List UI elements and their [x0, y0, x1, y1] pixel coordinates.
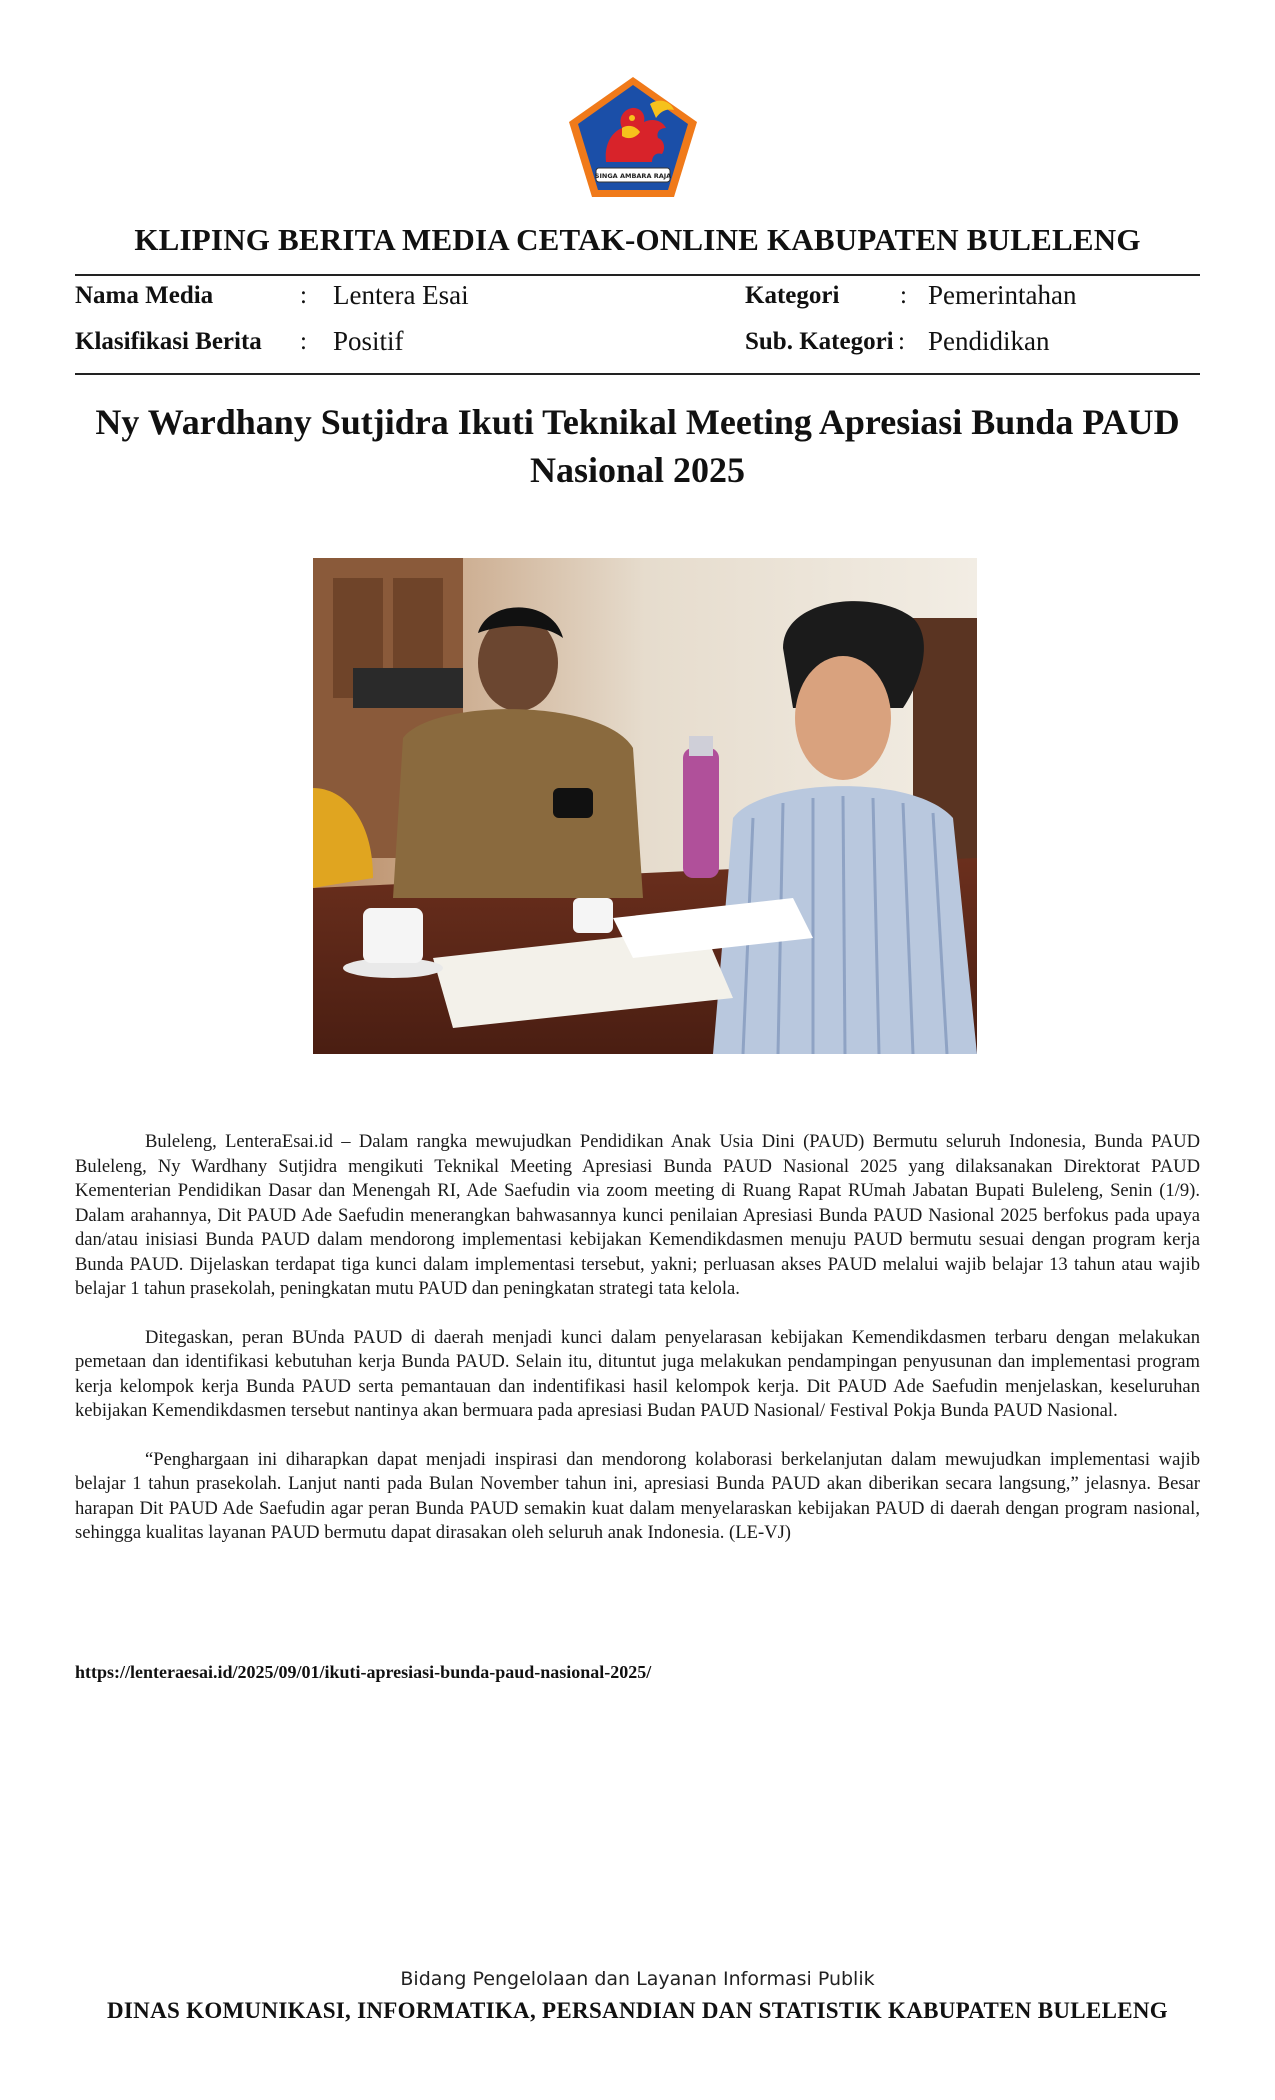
source-url-link[interactable]: https://lenteraesai.id/2025/09/01/ikuti-apresiasi-bunda-paud-nasional-2025/	[75, 1662, 652, 1682]
article-headline: Ny Wardhany Sutjidra Ikuti Teknikal Meeting Apresiasi Bunda PAUD Nasional 2025	[95, 402, 1180, 490]
meeting-photo-icon	[313, 558, 977, 1054]
seal-icon	[566, 74, 700, 200]
article-paragraph-2: Ditegaskan, peran BUnda PAUD di daerah menjadi kunci dalam penyelarasan kebijakan Kemendikdasmen terbaru dengan melakukan pemetaan dan identifikasi kebutuhan kerja Bunda PAUD. Selain itu, dituntut juga melakukan pendampingan penyusunan dan implementasi program kerja kelompok kerja Bunda PAUD serta pemantauan dan indentifikasi hasil kelompok kerja. Dit PAUD Ade Saefudin menjelaskan, keseluruhan kebijakan Kemendikdasmen tersebut nantinya akan bermuara pada apresiasi Budan PAUD Nasional/ Festival Pokja Bunda PAUD Nasional.	[75, 1326, 1200, 1421]
classification-label: Klasifikasi Berita	[75, 328, 262, 355]
media-name-label: Nama Media	[75, 282, 214, 309]
subcategory-value: Pendidikan	[928, 326, 1050, 356]
media-name-value: Lentera Esai	[333, 280, 469, 310]
article-paragraph-1: Buleleng, LenteraEsai.id – Dalam rangka mewujudkan Pendidikan Anak Usia Dini (PAUD) Bermutu seluruh Indonesia, Bunda PAUD Buleleng, Ny Wardhany Sutjidra mengikuti Teknikal Meeting Apresiasi Bunda PAUD Nasional 2025 yang dilaksanakan Direktorat PAUD Kementerian Pendidikan Dasar dan Menengah RI, Ade Saefudin via zoom meeting di Ruang Rapat RUmah Jabatan Bupati Buleleng, Senin (1/9). Dalam arahannya, Dit PAUD Ade Saefudin menerangkan bahwasannya kunci penilaian Apresiasi Bunda PAUD Nasional 2025 berfokus pada upaya dan/atau inisiasi Bunda PAUD dalam mendorong implementasi kebijakan Kemendikdasmen menuju PAUD bermutu sesuai dengan program kerja Bunda PAUD. Dijelaskan terdapat tiga kunci dalam implementasi tersebut, yakni; perluasan akses PAUD melalui wajib belajar 13 tahun atau wajib belajar 1 tahun prasekolah, peningkatan mutu PAUD dan peningkatan strategi tata kelola.	[75, 1131, 1200, 1299]
category-value: Pemerintahan	[928, 280, 1077, 310]
media-name-colon: :	[300, 282, 307, 309]
svg-text:SINGA AMBARA RAJA: SINGA AMBARA RAJA	[594, 172, 672, 180]
category-colon: :	[900, 282, 907, 309]
header-divider-bottom	[75, 373, 1200, 375]
article-photo	[313, 558, 977, 1054]
footer-division: Bidang Pengelolaan dan Layanan Informasi Publik	[400, 1968, 875, 1990]
subcategory-label: Sub. Kategori	[745, 328, 894, 355]
classification-colon: :	[300, 328, 307, 355]
footer-agency: DINAS KOMUNIKASI, INFORMATIKA, PERSANDIAN DAN STATISTIK KABUPATEN BULELENG	[107, 1998, 1168, 2023]
header-divider-top	[75, 274, 1200, 276]
buleleng-seal-logo	[566, 74, 700, 200]
clipping-header-title: KLIPING BERITA MEDIA CETAK-ONLINE KABUPATEN BULELENG	[134, 222, 1141, 257]
article-paragraph-3: “Penghargaan ini diharapkan dapat menjadi inspirasi dan mendorong kolaborasi berkelanjutan dalam mewujudkan implementasi wajib belajar 1 tahun prasekolah. Lanjut nanti pada Bulan November tahun ini, apresiasi Bunda PAUD akan diberikan secara langsung,” jelasnya. Besar harapan Dit PAUD Ade Saefudin agar peran Bunda PAUD semakin kuat dalam menyelaraskan kebijakan PAUD di daerah dengan program nasional, sehingga kualitas layanan PAUD bermutu dapat dirasakan oleh seluruh anak Indonesia. (LE-VJ)	[75, 1448, 1200, 1543]
classification-value: Positif	[333, 326, 404, 356]
subcategory-colon: :	[898, 328, 905, 355]
category-label: Kategori	[745, 282, 840, 309]
article-body	[75, 1130, 1200, 1570]
